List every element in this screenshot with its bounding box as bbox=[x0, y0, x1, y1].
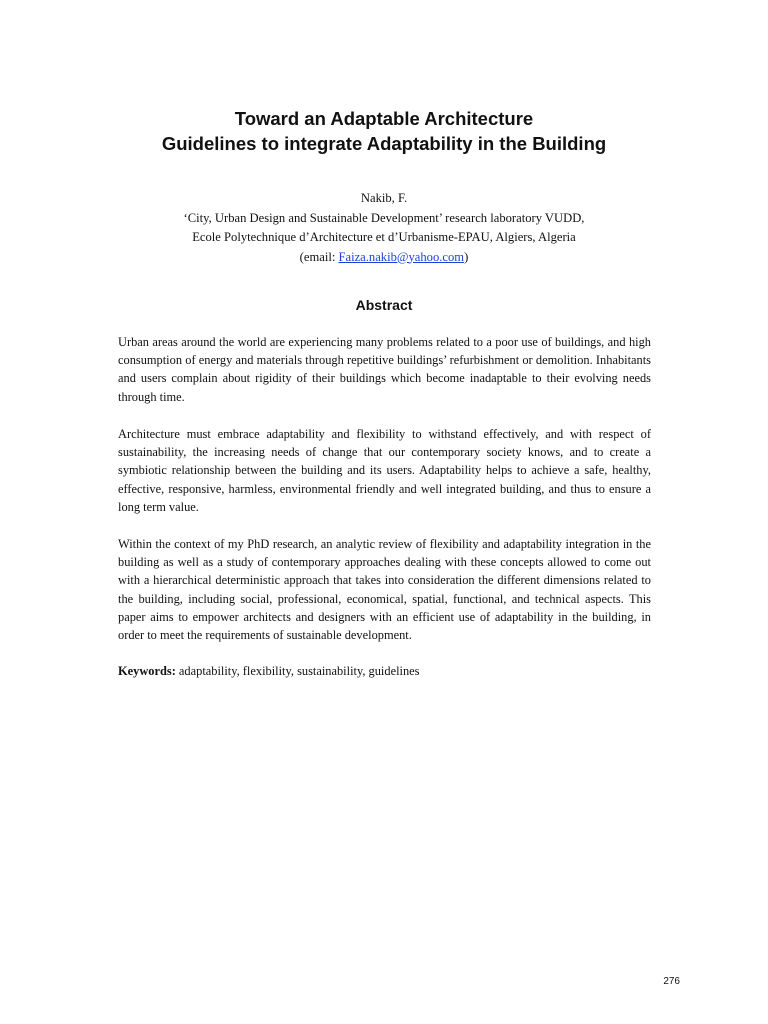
affiliation-line-1: ‘City, Urban Design and Sustainable Development’ research laboratory VUDD, bbox=[183, 210, 585, 225]
abstract-paragraph-1: Urban areas around the world are experiencing many problems related to a poor use of buildings, and high consumption of energy and materials through repetitive buildings’ refurbishment or demolition. Inhabitants and users complain about rigidity of their buildings which become inadaptable to their evolving needs through time. bbox=[118, 335, 651, 404]
abstract-paragraph-3: Within the context of my PhD research, an analytic review of flexibility and adaptability integration in the building as well as a study of contemporary approaches dealing with these concepts allowed to come out with a hierarchical deterministic approach that takes into consideration the different dimensions related to the building, including social, professional, economical, spatial, functional, and technical aspects. This paper aims to empower architects and designers with an efficient use of adaptability in the building, in order to meet the requirements of sustainable development. bbox=[118, 537, 651, 643]
keywords-text: adaptability, flexibility, sustainability, guidelines bbox=[175, 664, 420, 678]
author-name: Nakib, F. bbox=[360, 191, 408, 205]
keywords-label: Keywords: bbox=[118, 664, 176, 678]
abstract-heading: Abstract bbox=[355, 297, 413, 313]
email-link[interactable]: Faiza.nakib@yahoo.com bbox=[338, 249, 465, 264]
affiliation-line-2: Ecole Polytechnique d’Architecture et d’Urbanisme-EPAU, Algiers, Algeria bbox=[192, 230, 576, 244]
paper-title-line-1: Toward an Adaptable Architecture bbox=[234, 108, 534, 129]
abstract-paragraph-2: Architecture must embrace adaptability and flexibility to withstand effectively, and with respect of sustainability, the increasing needs of change that our contemporary society knows, and to create a symbiotic relationship between the building and its users. Adaptability helps to achieve a safe, healthy, effective, responsive, harmless, environmental friendly and well integrated building, and thus to ensure a long term value. bbox=[118, 427, 651, 514]
email-line bbox=[0, 248, 768, 268]
email-suffix: ) bbox=[464, 249, 469, 264]
keywords-line bbox=[118, 662, 651, 680]
email-prefix: (email: bbox=[299, 249, 339, 264]
paper-title-line-2: Guidelines to integrate Adaptability in the Building bbox=[161, 133, 607, 154]
page-number: 276 bbox=[663, 976, 680, 987]
author-block bbox=[0, 189, 768, 267]
